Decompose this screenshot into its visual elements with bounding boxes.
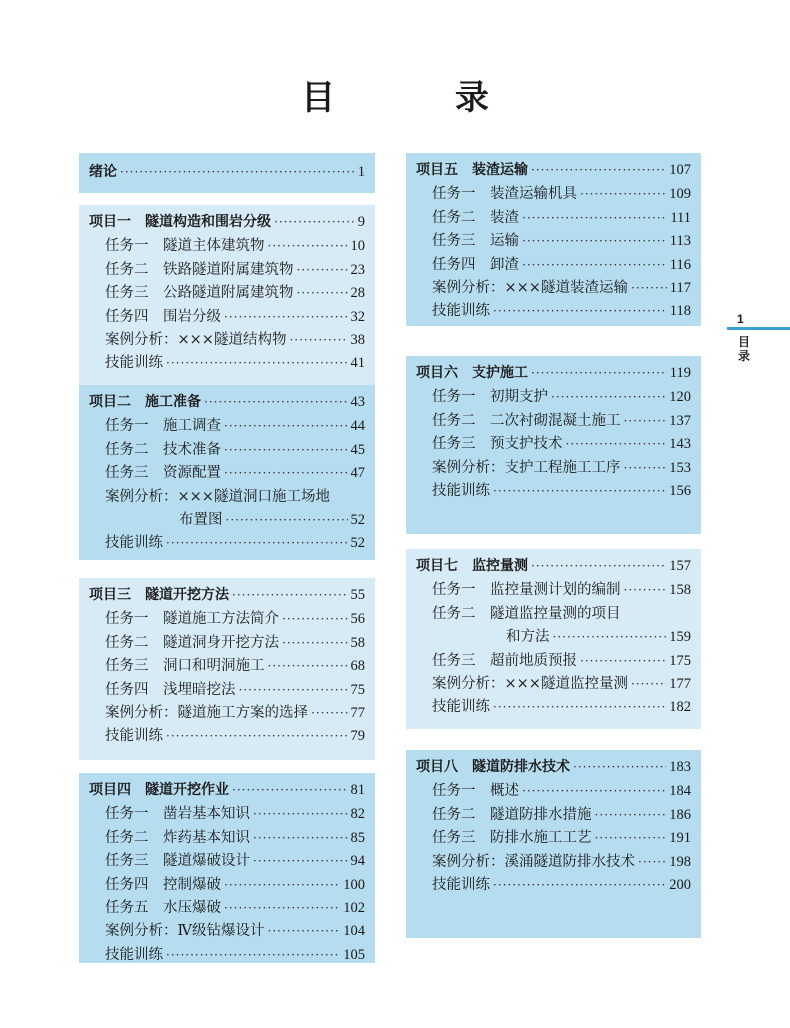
entry-page-number: 120 xyxy=(669,389,691,406)
leader-dots xyxy=(566,437,667,451)
toc-task-entry[interactable] xyxy=(89,919,365,942)
entry-page-number: 56 xyxy=(350,611,365,628)
entry-label: 任务三 防排水施工工艺 xyxy=(432,830,592,847)
entry-page-number: 105 xyxy=(343,946,365,963)
leader-dots xyxy=(224,310,348,324)
entry-page-number: 32 xyxy=(350,308,365,325)
toc-task-entry[interactable] xyxy=(89,258,365,281)
entry-label: 任务一 装渣运输机具 xyxy=(432,186,577,203)
entry-label: 任务一 监控量测计划的编制 xyxy=(432,582,621,599)
toc-task-entry[interactable] xyxy=(89,701,365,724)
entry-label: 项目二 施工准备 xyxy=(89,394,201,410)
entry-label: 项目一 隧道构造和围岩分级 xyxy=(89,214,271,230)
entry-page-number: 55 xyxy=(350,587,365,603)
entry-label: 任务二 隧道洞身开挖方法 xyxy=(105,634,279,651)
leader-dots xyxy=(297,263,348,277)
toc-task-entry[interactable] xyxy=(89,896,365,919)
toc-task-entry[interactable] xyxy=(416,432,691,455)
toc-task-entry[interactable] xyxy=(416,873,691,896)
entry-page-number: 100 xyxy=(343,876,365,893)
toc-project-entry[interactable] xyxy=(89,161,365,184)
leader-dots xyxy=(631,281,667,295)
leader-dots xyxy=(580,654,666,668)
entry-label: 案例分析：×××隧道洞口施工场地 xyxy=(105,488,330,505)
toc-project-entry[interactable] xyxy=(416,756,691,779)
leader-dots xyxy=(624,414,667,428)
leader-dots xyxy=(493,484,666,498)
leader-dots xyxy=(551,390,666,404)
entry-label: 和方法 xyxy=(506,629,550,646)
entry-page-number: 104 xyxy=(343,923,365,940)
toc-section-box xyxy=(406,549,701,729)
entry-page-number: 175 xyxy=(669,652,691,669)
entry-page-number: 102 xyxy=(343,899,365,916)
toc-project-entry[interactable] xyxy=(416,159,691,182)
leader-dots xyxy=(120,165,355,179)
leader-dots xyxy=(493,878,666,892)
leader-dots xyxy=(595,831,667,845)
leader-dots xyxy=(531,366,667,380)
entry-label: 任务一 隧道施工方法简介 xyxy=(105,611,279,628)
leader-dots xyxy=(631,677,666,691)
leader-dots xyxy=(166,536,348,550)
toc-task-entry[interactable] xyxy=(416,803,691,826)
toc-task-entry[interactable] xyxy=(416,182,691,205)
toc-task-entry[interactable] xyxy=(416,672,691,695)
leader-dots xyxy=(297,286,348,300)
leader-dots xyxy=(553,630,667,644)
entry-label: 任务二 隧道监控量测的项目 xyxy=(432,605,621,622)
entry-page-number: 82 xyxy=(350,806,365,823)
entry-label: 任务一 初期支护 xyxy=(432,389,548,406)
entry-label: 任务五 水压爆破 xyxy=(105,899,221,916)
leader-dots xyxy=(282,636,348,650)
entry-page-number: 200 xyxy=(669,876,691,893)
entry-label: 任务三 预支护技术 xyxy=(432,436,563,453)
entry-page-number: 77 xyxy=(350,704,365,721)
toc-task-entry[interactable] xyxy=(89,631,365,654)
toc-section-box xyxy=(79,773,375,963)
toc-section-box xyxy=(406,750,701,938)
entry-page-number: 47 xyxy=(350,465,365,482)
toc-task-entry[interactable] xyxy=(89,305,365,328)
leader-dots xyxy=(224,466,348,480)
entry-page-number: 186 xyxy=(669,806,691,823)
toc-task-entry[interactable] xyxy=(416,779,691,802)
toc-task-entry[interactable] xyxy=(416,649,691,672)
entry-page-number: 184 xyxy=(669,783,691,800)
entry-label: 技能训练 xyxy=(432,876,490,893)
toc-project-entry[interactable] xyxy=(89,779,365,802)
toc-task-entry[interactable] xyxy=(416,479,691,502)
entry-label: 技能训练 xyxy=(105,946,163,963)
entry-page-number: 182 xyxy=(669,699,691,716)
toc-task-entry[interactable] xyxy=(89,328,365,351)
entry-label: 技能训练 xyxy=(432,303,490,320)
entry-page-number: 143 xyxy=(669,436,691,453)
leader-dots xyxy=(253,807,348,821)
toc-task-entry[interactable] xyxy=(416,695,691,718)
toc-task-entry[interactable] xyxy=(416,456,691,479)
entry-label: 任务二 炸药基本知识 xyxy=(105,829,250,846)
leader-dots xyxy=(253,854,348,868)
leader-dots xyxy=(268,659,348,673)
entry-label: 布置图 xyxy=(179,511,223,528)
leader-dots xyxy=(493,700,666,714)
leader-dots xyxy=(224,878,340,892)
entry-label: 案例分析：隧道施工方案的选择 xyxy=(105,704,308,721)
leader-dots xyxy=(166,356,348,370)
entry-label: 项目八 隧道防排水技术 xyxy=(416,759,570,775)
entry-page-number: 107 xyxy=(669,162,691,178)
leader-dots xyxy=(232,783,348,797)
entry-label: 任务三 运输 xyxy=(432,233,519,250)
toc-task-entry[interactable] xyxy=(416,602,691,625)
entry-label: 任务三 洞口和明洞施工 xyxy=(105,658,265,675)
leader-dots xyxy=(311,706,348,720)
entry-label: 项目六 支护施工 xyxy=(416,365,528,381)
toc-task-entry[interactable] xyxy=(416,850,691,873)
side-page-number: 1 xyxy=(737,312,744,326)
entry-label: 任务四 卸渣 xyxy=(432,256,519,273)
entry-label: 任务三 超前地质预报 xyxy=(432,652,577,669)
entry-page-number: 137 xyxy=(669,412,691,429)
toc-task-entry[interactable] xyxy=(416,826,691,849)
toc-task-entry[interactable] xyxy=(89,802,365,825)
entry-page-number: 117 xyxy=(669,279,691,296)
entry-label: 案例分析：Ⅳ级钻爆设计 xyxy=(105,923,265,940)
entry-label: 任务一 凿岩基本知识 xyxy=(105,806,250,823)
toc-task-entry[interactable] xyxy=(89,678,365,701)
toc-section-box xyxy=(79,153,375,193)
entry-page-number: 44 xyxy=(350,418,365,435)
leader-dots xyxy=(224,901,340,915)
toc-task-entry[interactable] xyxy=(89,654,365,677)
entry-page-number: 9 xyxy=(357,214,365,230)
entry-page-number: 157 xyxy=(669,558,691,574)
entry-page-number: 68 xyxy=(350,658,365,675)
leader-dots xyxy=(282,612,348,626)
leader-dots xyxy=(239,683,348,697)
entry-label: 任务四 控制爆破 xyxy=(105,876,221,893)
entry-page-number: 119 xyxy=(669,365,691,381)
page-title: 目 录 xyxy=(301,78,543,118)
toc-project-entry[interactable] xyxy=(89,211,365,234)
entry-page-number: 198 xyxy=(669,853,691,870)
toc-task-entry[interactable] xyxy=(89,414,365,437)
entry-page-number: 158 xyxy=(669,582,691,599)
leader-dots xyxy=(638,855,666,869)
entry-page-number: 191 xyxy=(669,830,691,847)
entry-page-number: 38 xyxy=(350,331,365,348)
entry-label: 案例分析：溪涌隧道防排水技术 xyxy=(432,853,635,870)
leader-dots xyxy=(522,258,667,272)
entry-label: 任务二 铁路隧道附属建筑物 xyxy=(105,261,294,278)
leader-dots xyxy=(573,760,666,774)
toc-task-entry[interactable] xyxy=(89,531,365,554)
entry-label: 任务二 装渣 xyxy=(432,209,519,226)
entry-label: 技能训练 xyxy=(105,535,163,552)
entry-page-number: 156 xyxy=(669,482,691,499)
entry-label: 任务一 施工调查 xyxy=(105,418,221,435)
entry-page-number: 153 xyxy=(669,459,691,476)
toc-task-entry[interactable] xyxy=(89,873,365,896)
toc-section-box xyxy=(79,385,375,560)
entry-label: 项目五 装渣运输 xyxy=(416,162,528,178)
leader-dots xyxy=(624,583,667,597)
entry-page-number: 52 xyxy=(350,535,365,552)
leader-dots xyxy=(226,513,348,527)
entry-page-number: 113 xyxy=(669,233,691,250)
toc-task-entry[interactable] xyxy=(416,578,691,601)
entry-page-number: 81 xyxy=(350,782,365,798)
entry-label: 技能训练 xyxy=(432,699,490,716)
entry-label: 任务二 二次衬砌混凝土施工 xyxy=(432,412,621,429)
entry-page-number: 52 xyxy=(350,511,365,528)
toc-task-entry[interactable] xyxy=(416,409,691,432)
toc-project-entry[interactable] xyxy=(89,584,365,607)
entry-label: 任务三 隧道爆破设计 xyxy=(105,853,250,870)
leader-dots xyxy=(268,924,341,938)
entry-page-number: 116 xyxy=(669,256,691,273)
leader-dots xyxy=(253,831,348,845)
leader-dots xyxy=(268,239,348,253)
entry-page-number: 79 xyxy=(350,728,365,745)
entry-label: 任务三 公路隧道附属建筑物 xyxy=(105,285,294,302)
entry-label: 项目三 隧道开挖方法 xyxy=(89,587,229,603)
entry-label: 任务四 浅埋暗挖法 xyxy=(105,681,236,698)
leader-dots xyxy=(522,784,666,798)
entry-page-number: 28 xyxy=(350,285,365,302)
entry-label: 任务二 隧道防排水措施 xyxy=(432,806,592,823)
entry-label: 技能训练 xyxy=(105,728,163,745)
entry-page-number: 94 xyxy=(350,853,365,870)
entry-label: 技能训练 xyxy=(105,355,163,372)
leader-dots xyxy=(522,234,667,248)
leader-dots xyxy=(224,443,348,457)
toc-task-entry[interactable] xyxy=(416,229,691,252)
entry-label: 任务一 概述 xyxy=(432,783,519,800)
entry-label: 任务二 技术准备 xyxy=(105,441,221,458)
entry-page-number: 1 xyxy=(357,164,365,180)
leader-dots xyxy=(204,395,348,409)
leader-dots xyxy=(531,559,666,573)
toc-project-entry[interactable] xyxy=(416,362,691,385)
entry-page-number: 177 xyxy=(669,675,691,692)
entry-page-number: 118 xyxy=(669,303,691,320)
entry-label: 任务四 围岩分级 xyxy=(105,308,221,325)
entry-label: 案例分析：×××隧道装渣运输 xyxy=(432,279,628,296)
entry-label: 案例分析：×××隧道监控量测 xyxy=(432,675,628,692)
toc-task-entry[interactable] xyxy=(89,351,365,374)
entry-page-number: 183 xyxy=(669,759,691,775)
entry-page-number: 41 xyxy=(350,355,365,372)
entry-label: 案例分析：×××隧道结构物 xyxy=(105,331,287,348)
toc-task-entry[interactable] xyxy=(89,607,365,630)
entry-page-number: 111 xyxy=(670,209,691,226)
leader-dots xyxy=(274,215,355,229)
entry-page-number: 43 xyxy=(350,394,365,410)
toc-task-entry[interactable] xyxy=(89,826,365,849)
toc-section-box xyxy=(79,578,375,760)
toc-section-box xyxy=(406,356,701,534)
toc-section-box xyxy=(406,153,701,326)
toc-task-entry[interactable] xyxy=(416,299,691,322)
leader-dots xyxy=(624,461,667,475)
toc-task-entry[interactable] xyxy=(89,724,365,747)
leader-dots xyxy=(580,187,666,201)
entry-label: 任务一 隧道主体建筑物 xyxy=(105,238,265,255)
entry-page-number: 45 xyxy=(350,441,365,458)
leader-dots xyxy=(522,211,667,225)
entry-label: 绪论 xyxy=(89,164,117,180)
leader-dots xyxy=(493,304,667,318)
toc-task-entry[interactable] xyxy=(416,206,691,229)
toc-project-entry[interactable] xyxy=(416,555,691,578)
toc-task-entry[interactable] xyxy=(89,281,365,304)
entry-label: 项目四 隧道开挖作业 xyxy=(89,782,229,798)
toc-task-entry[interactable] xyxy=(416,276,691,299)
leader-dots xyxy=(166,948,340,962)
toc-project-entry[interactable] xyxy=(89,391,365,414)
entry-page-number: 75 xyxy=(350,681,365,698)
toc-task-entry[interactable] xyxy=(416,625,691,648)
toc-task-entry[interactable] xyxy=(416,385,691,408)
side-section-label: 目录 xyxy=(738,335,751,363)
toc-task-entry[interactable] xyxy=(89,234,365,257)
entry-page-number: 159 xyxy=(669,629,691,646)
entry-page-number: 85 xyxy=(350,829,365,846)
entry-page-number: 109 xyxy=(669,186,691,203)
leader-dots xyxy=(232,588,348,602)
toc-task-entry[interactable] xyxy=(89,461,365,484)
toc-task-entry[interactable] xyxy=(89,849,365,872)
entry-label: 技能训练 xyxy=(432,482,490,499)
entry-label: 案例分析：支护工程施工工序 xyxy=(432,459,621,476)
entry-page-number: 10 xyxy=(350,238,365,255)
leader-dots xyxy=(595,808,667,822)
leader-dots xyxy=(289,333,347,347)
entry-page-number: 23 xyxy=(350,261,365,278)
leader-dots xyxy=(166,729,348,743)
toc-task-entry[interactable] xyxy=(89,508,365,531)
entry-page-number: 58 xyxy=(350,634,365,651)
toc-task-entry[interactable] xyxy=(89,485,365,508)
side-marker-bar xyxy=(727,327,790,330)
leader-dots xyxy=(531,163,666,177)
toc-task-entry[interactable] xyxy=(89,438,365,461)
toc-task-entry[interactable] xyxy=(416,253,691,276)
toc-task-entry[interactable] xyxy=(89,943,365,966)
entry-label: 任务三 资源配置 xyxy=(105,465,221,482)
leader-dots xyxy=(224,419,348,433)
entry-label: 项目七 监控量测 xyxy=(416,558,528,574)
